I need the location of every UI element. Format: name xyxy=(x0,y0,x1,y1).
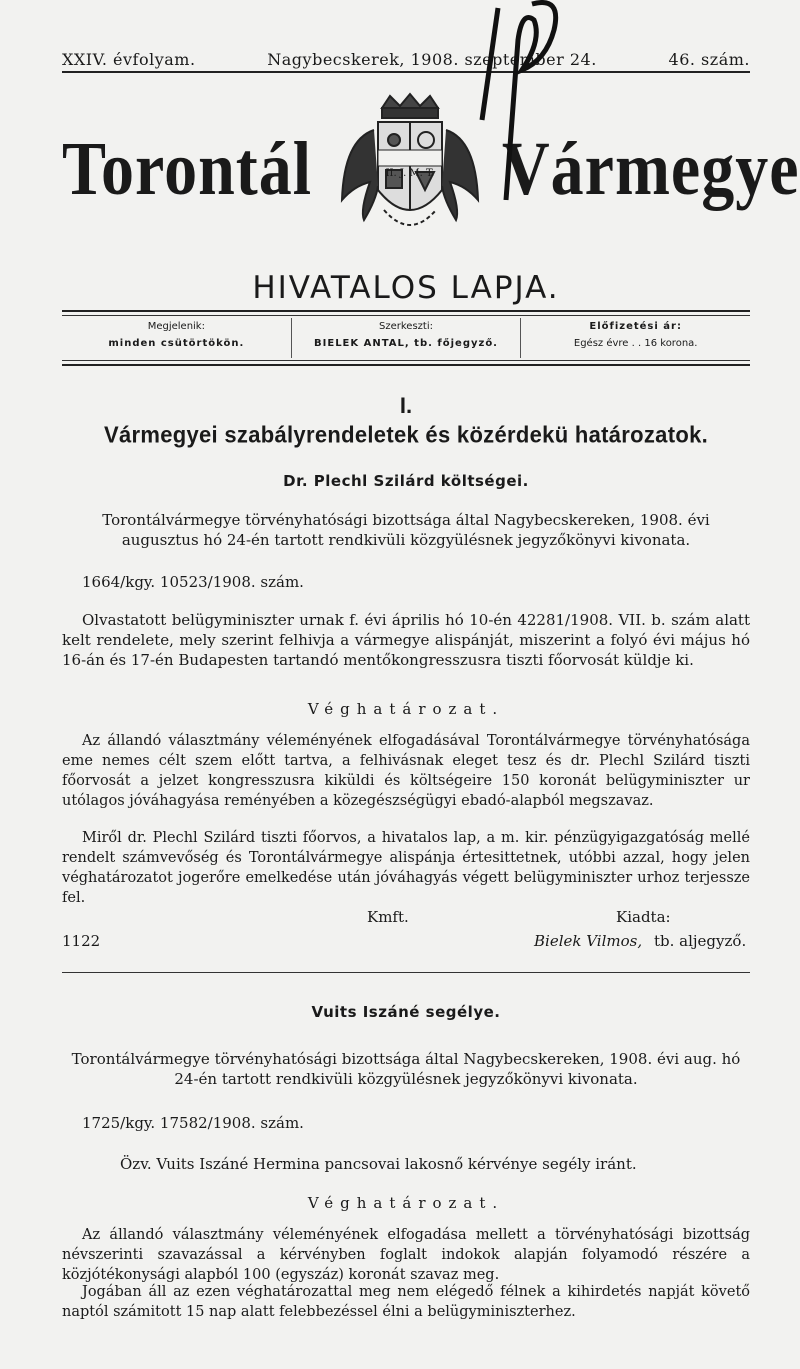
masthead-subtitle: HIVATALOS LAPJA. xyxy=(252,270,560,306)
subscription-price xyxy=(520,318,750,358)
masthead-title-left: Torontál xyxy=(62,127,313,212)
price-label: Előfizetési ár: xyxy=(589,321,682,332)
item2-decision: Az állandó választmány véleményének elfogadása mellett a törvényhatósági bizottság névszerinti szavazással a kérvényben foglalt indokok alapján folyamodó részére a közjótékonysági alapból 100 (egyszáz) koronát szavaz meg. xyxy=(62,1227,750,1283)
item1-intro: Torontálvármegye törvényhatósági bizottsága által Nagybecskereken, 1908. évi augusztus hó 24-én tartott rendkivüli közgyülésnek jegyzőkönyvi kivonata. xyxy=(102,511,710,549)
schedule-label: Megjelenik: xyxy=(147,321,205,332)
handwritten-annotation xyxy=(422,0,572,250)
subscription-info-bar xyxy=(62,318,750,358)
item1-number: 1664/kgy. 10523/1908. szám. xyxy=(82,573,304,591)
place-date: Nagybecskerek, 1908. szeptember 24. xyxy=(267,50,597,69)
schedule-value: minden csütörtökön. xyxy=(108,338,245,349)
item1-title: Dr. Plechl Szilárd költségei. xyxy=(283,472,529,490)
editor-label: Szerkeszti: xyxy=(379,321,433,332)
item2-title: Vuits Iszáné segélye. xyxy=(311,1003,501,1021)
issue-meta-line xyxy=(62,50,750,69)
editor-value: BIELEK ANTAL, tb. főjegyző. xyxy=(314,338,498,349)
masthead xyxy=(62,110,800,250)
item1-body: Olvastatott belügyminiszter urnak f. évi április hó 10-én 42281/1908. VII. b. szám alatt kelt rendelete, mely szerint felhivja a vármegye alispánját, miszerint a folyó évi május hó 16-án és 17-én Budapesten tartandó mentőkongresszusra tiszti főorvosát küldje ki. xyxy=(62,611,750,669)
rule xyxy=(62,364,750,366)
volume-label: XXIV. évfolyam. xyxy=(62,50,196,69)
section-title: Vármegyei szabályrendeletek és közérdekü határozatok. xyxy=(103,421,709,448)
item2-intro: Torontálvármegye törvényhatósági bizottsága által Nagybecskereken, 1908. évi aug. hó 24-én tartott rendkivüli közgyülésnek jegyzőkönyvi kivonata. xyxy=(71,1050,741,1088)
item2-number: 1725/kgy. 17582/1908. szám. xyxy=(82,1114,304,1132)
editor-info xyxy=(291,318,521,358)
item1-notice: Miről dr. Plechl Szilárd tiszti főorvos, a hivatalos lap, a m. kir. pénzügyigazgatóság mellé rendelt számvevőség és Torontálvármegye alispánja értesittetnek, utóbbi azzal, hogy jelen véghatározatot jogerőre emelkedése után jóváhagyás végett belügyminiszter urhoz terjessze fel. xyxy=(62,830,750,906)
item2-appeal: Jogában áll az ezen véghatározattal meg nem elégedő félnek a kihirdetés napját követő naptól számitott 15 nap alatt felebbezéssel élni a belügyminiszterhez. xyxy=(62,1284,750,1320)
reference-number: 1122 xyxy=(62,932,101,950)
item1-decision: Az állandó választmány véleményének elfogadásával Torontálvármegye törvényhatósága eme nemes célt szem előtt tartva, a felhivásnak eleget tesz és dr. Plechl Szilárd tiszti főorvosát a jelzet kongresszusra kiküldi és költségeire 150 koronát belügyminiszter ur utólagos jóváhagyása reményében a közegészségügyi ebadó-alapból megszavaz. xyxy=(62,733,750,809)
kmft-label: Kmft. xyxy=(367,908,409,926)
price-value: Egész évre . . 16 korona. xyxy=(573,338,698,349)
signer-name: Bielek Vilmos, xyxy=(534,932,643,950)
rule xyxy=(62,310,750,312)
article-divider xyxy=(62,972,750,973)
item1-decision-heading: Véghatározat. xyxy=(307,700,505,718)
masthead-title-right: Vármegye xyxy=(502,127,800,212)
publication-schedule xyxy=(62,318,291,358)
rule xyxy=(62,360,750,361)
item2-decision-heading: Véghatározat. xyxy=(307,1194,505,1212)
rule xyxy=(62,315,750,316)
signer-title: tb. aljegyző. xyxy=(654,932,747,950)
section-number: I. xyxy=(399,393,413,418)
top-rule xyxy=(62,71,750,73)
item2-subject: Özv. Vuits Iszáné Hermina pancsovai lakosnő kérvénye segély iránt. xyxy=(120,1155,637,1173)
kiadta-label: Kiadta: xyxy=(616,908,671,926)
crest-inscription: II. J. M. T. xyxy=(385,168,435,179)
issue-number: 46. szám. xyxy=(668,50,750,69)
